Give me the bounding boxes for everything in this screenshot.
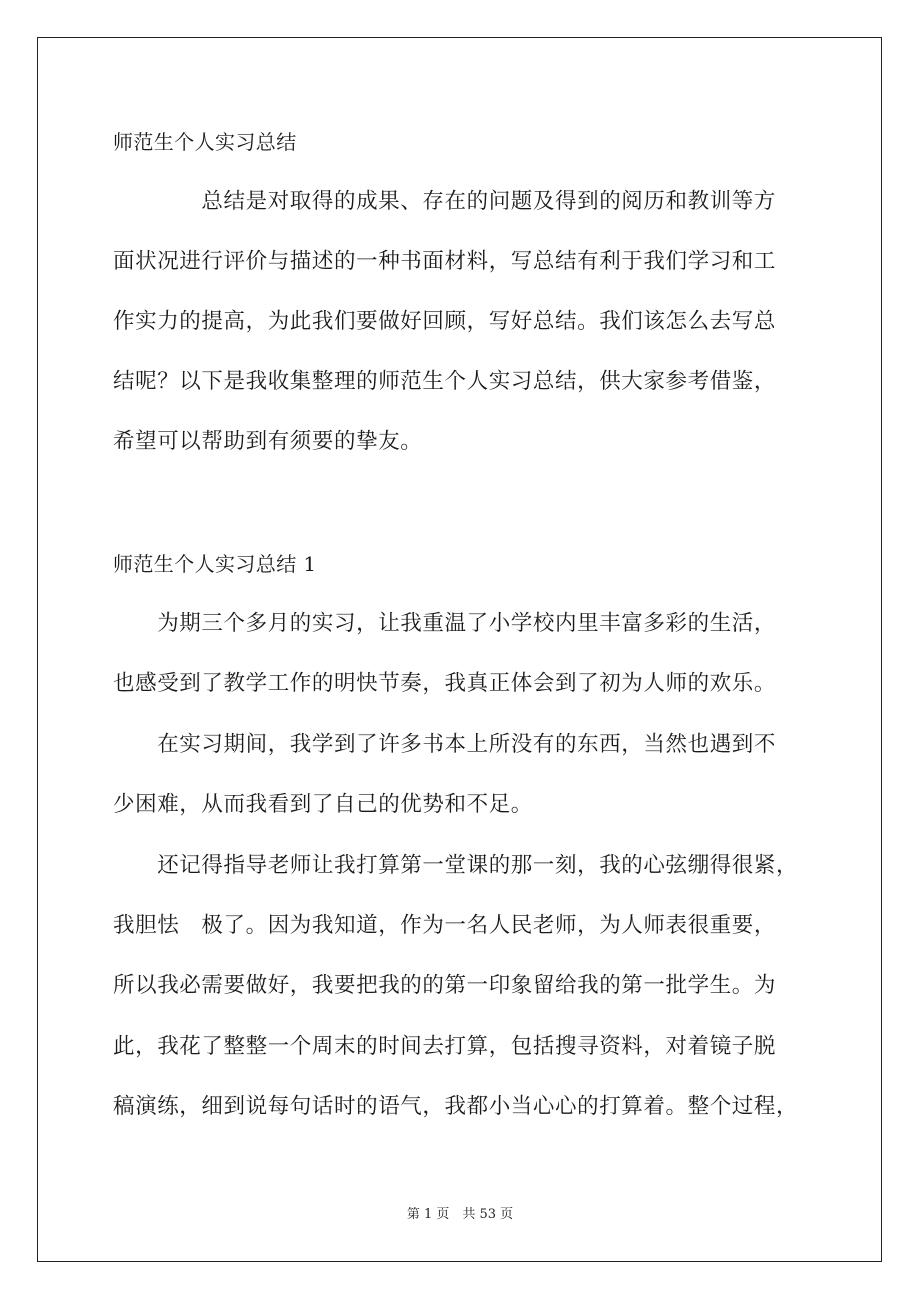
body-line: 也感受到了教学工作的明快节奏，我真正体会到了初为人师的欢乐。 <box>113 671 777 696</box>
body-line: 所以我必需要做好，我要把我的的第一印象留给我的第一批学生。为 <box>113 973 777 998</box>
body-line: 稿演练，细到说每句话时的语气，我都小当心心的打算着。整个过程， <box>113 1094 799 1119</box>
document-title: 师范生个人实习总结 <box>113 130 297 154</box>
body-line: 我胆怯 极了。因为我知道，作为一名人民老师，为人师表很重要， <box>113 913 777 938</box>
body-line: 此，我花了整整一个周末的时间去打算，包括搜寻资料，对着镜子脱 <box>113 1034 777 1059</box>
page-number-footer: 第 1 页 共 53 页 <box>406 1207 514 1222</box>
intro-line: 面状况进行评价与描述的一种书面材料，写总结有利于我们学习和工 <box>113 249 777 274</box>
body-line: 少困难，从而我看到了自己的优势和不足。 <box>113 792 533 817</box>
intro-line: 作实力的提高，为此我们要做好回顾，写好总结。我们该怎么去写总 <box>113 309 777 334</box>
body-line: 为期三个多月的实习，让我重温了小学校内里丰富多彩的生活， <box>113 611 777 636</box>
body-line: 在实习期间，我学到了许多书本上所没有的东西，当然也遇到不 <box>113 732 777 757</box>
intro-line: 结呢？以下是我收集整理的师范生个人实习总结，供大家参考借鉴， <box>113 369 777 394</box>
page-border <box>37 37 882 1262</box>
body-line: 还记得指导老师让我打算第一堂课的那一刻，我的心弦绷得很紧， <box>113 853 799 878</box>
intro-line: 总结是对取得的成果、存在的问题及得到的阅历和教训等方 <box>113 189 777 214</box>
intro-line: 希望可以帮助到有须要的挚友。 <box>113 429 423 454</box>
section-title: 师范生个人实习总结 1 <box>113 552 317 576</box>
